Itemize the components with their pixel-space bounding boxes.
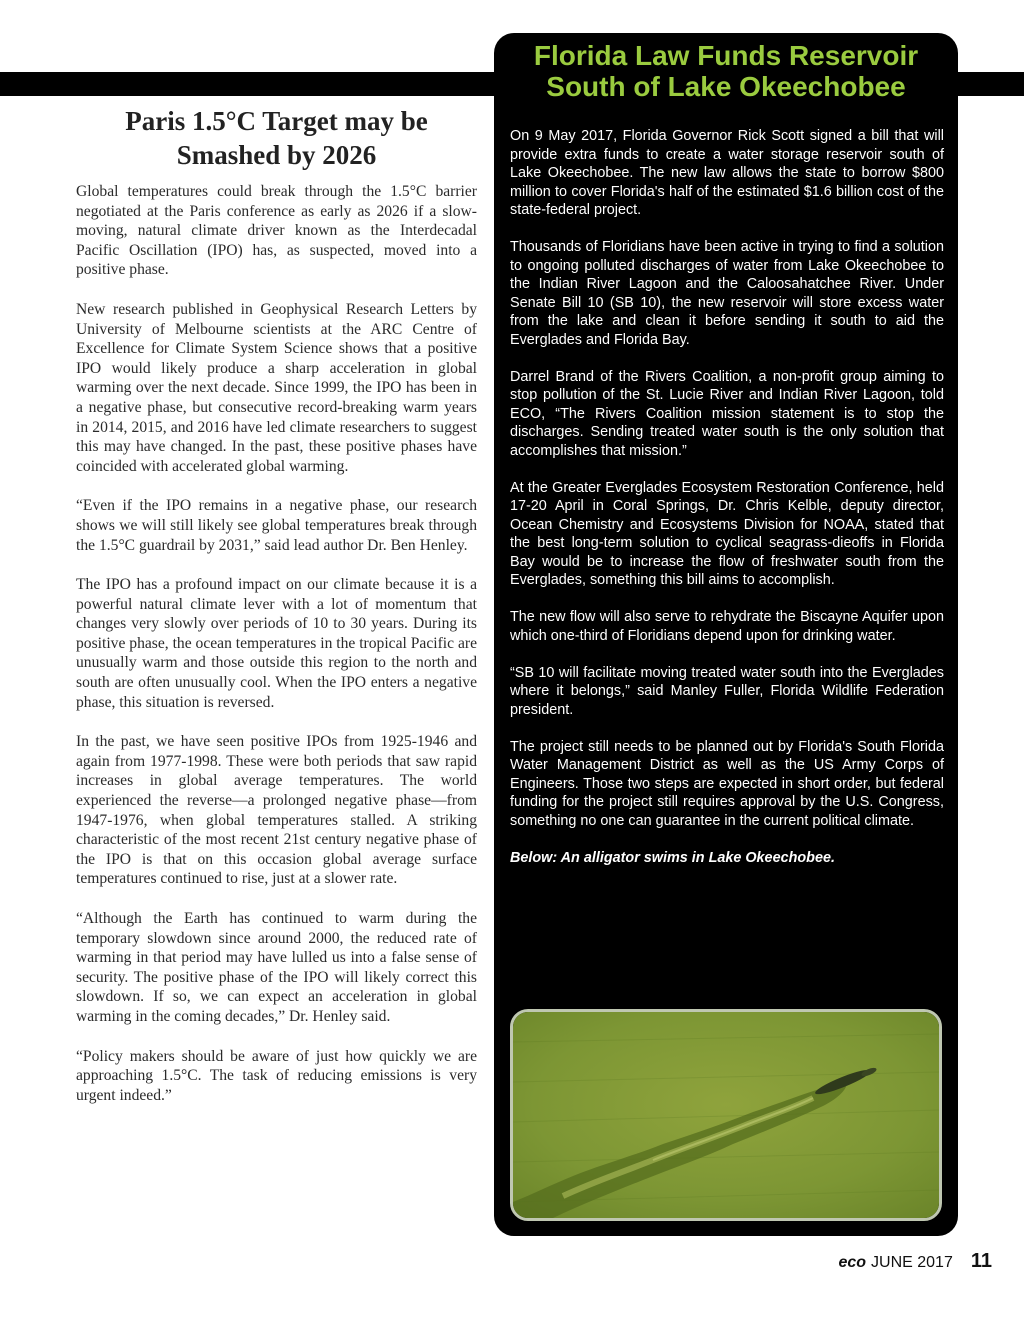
sidebar-paragraph: At the Greater Everglades Ecosystem Restoration Conference, held 17-20 April in Coral Springs, Dr. Chris Kelble, deputy director, Ocean Chemistry and Ecosystems Division for NOAA, stated that the best long-term solution to cyclical seagrass-dieoffs in Florida Bay would be to increase the flow of freshwater south from the Everglades, something this bill aims to accomplish. [510, 479, 944, 588]
article-paragraph: New research published in Geophysical Research Letters by University of Melbourne scientists at the ARC Centre of Excellence for Climate System Science shows that a positive IPO would likely produce a sharp acceleration in global warming over the next decade. Since 1999, the IPO has been in a negative phase, but consecutive record-breaking warm years in 2014, 2015, and 2016 have led climate researchers to suggest this may have changed. In the past, these positive phases have coincided with accelerated global warming. [76, 300, 477, 475]
magazine-brand: eco [838, 1254, 867, 1271]
sidebar-paragraph: “SB 10 will facilitate moving treated water south into the Everglades where it belongs,” said Manley Fuller, Florida Wildlife Federation president. [510, 664, 944, 718]
article-title: Paris 1.5°C Target may be Smashed by 2026 [125, 106, 428, 170]
page-number: 11 [970, 1250, 992, 1272]
article-paragraph: “Even if the IPO remains in a negative phase, our research shows we will still likely see global temperatures break through the 1.5°C guardrail by 2031,” said lead author Dr. Ben Henley. [76, 497, 477, 554]
alligator-photo [510, 1009, 942, 1221]
article-paragraph: The IPO has a profound impact on our climate because it is a powerful natural climate lever with a lot of momentum that changes very slowly over periods of 10 to 30 years. During its positive phase, the ocean temperatures in the tropical Pacific are unusually warm and those outside this region to the north and south are often unusually cool. When the IPO enters a negative phase, this situation is reversed. [76, 576, 477, 711]
sidebar-title: Florida Law Funds Reservoir South of Lake Okeechobee [533, 40, 919, 102]
issue-date: JUNE 2017 [871, 1254, 953, 1271]
sidebar-paragraph: On 9 May 2017, Florida Governor Rick Scott signed a bill that will provide extra funds to create a water storage reservoir south of Lake Okeechobee. The new law allows the state to borrow $800 million to cover Florida's half of the estimated $1.6 billion cost of the state-federal project. [510, 128, 944, 218]
page-footer [838, 1250, 992, 1273]
sidebar-paragraph: Thousands of Floridians have been active in trying to find a solution to ongoing polluted discharges of water from Lake Okeechobee to the Indian River Lagoon and the Caloosahatchee River. Under Senate Bill 10 (SB 10), the new reservoir will store excess water from the lake and clean it before sending it south to aid the Everglades and Florida Bay. [510, 239, 944, 348]
sidebar-body [510, 127, 944, 867]
article-paragraph: Global temperatures could break through the 1.5°C barrier negotiated at the Paris conference as early as 2026 if a slow-moving, natural climate driver known as the Interdecadal Pacific Oscillation (IPO) has, as suspected, moved into a positive phase. [76, 183, 477, 279]
left-article [76, 104, 477, 1125]
article-paragraph: In the past, we have seen positive IPOs from 1925-1946 and again from 1977-1998. These were both periods that saw rapid increases in global average temperatures. The world experienced the reverse—a prolonged negative phase—from 1947-1976, when global temperatures stalled. A striking characteristic of the most recent 21st century negative phase of the IPO is that on this occasion global average surface temperatures continued to rise, just at a slower rate. [76, 733, 477, 888]
article-paragraph: “Policy makers should be aware of just how quickly we are approaching 1.5°C. The task of reducing emissions is very urgent indeed.” [76, 1047, 477, 1104]
article-paragraph: “Although the Earth has continued to warm during the temporary slowdown since around 2000, the reduced rate of warming in that period may have lulled us into a false sense of security. The positive phase of the IPO will likely correct this slowdown. If so, we can expect an acceleration in global warming in the coming decades,” Dr. Henley said. [76, 910, 477, 1025]
sidebar-box [494, 33, 958, 1236]
sidebar-paragraph: Darrel Brand of the Rivers Coalition, a non-profit group aiming to stop pollution of the St. Lucie River and Indian River Lagoon, told ECO, “The Rivers Coalition mission statement is to stop the discharges. Sending treated water south is the only solution that accomplishes that mission.” [510, 368, 944, 459]
sidebar-paragraph: The project still needs to be planned out by Florida's South Florida Water Management District as well as the US Army Corps of Engineers. Those two steps are expected in short order, but federal funding for the project still requires approval by the U.S. Congress, something no one can guarantee in the current political climate. [510, 738, 944, 829]
photo-caption: Below: An alligator swims in Lake Okeechobee. [510, 849, 835, 866]
sidebar-paragraph: The new flow will also serve to rehydrate the Biscayne Aquifer upon which one-third of Floridians depend upon for drinking water. [510, 609, 944, 644]
alligator-lake-image [513, 1012, 939, 1218]
